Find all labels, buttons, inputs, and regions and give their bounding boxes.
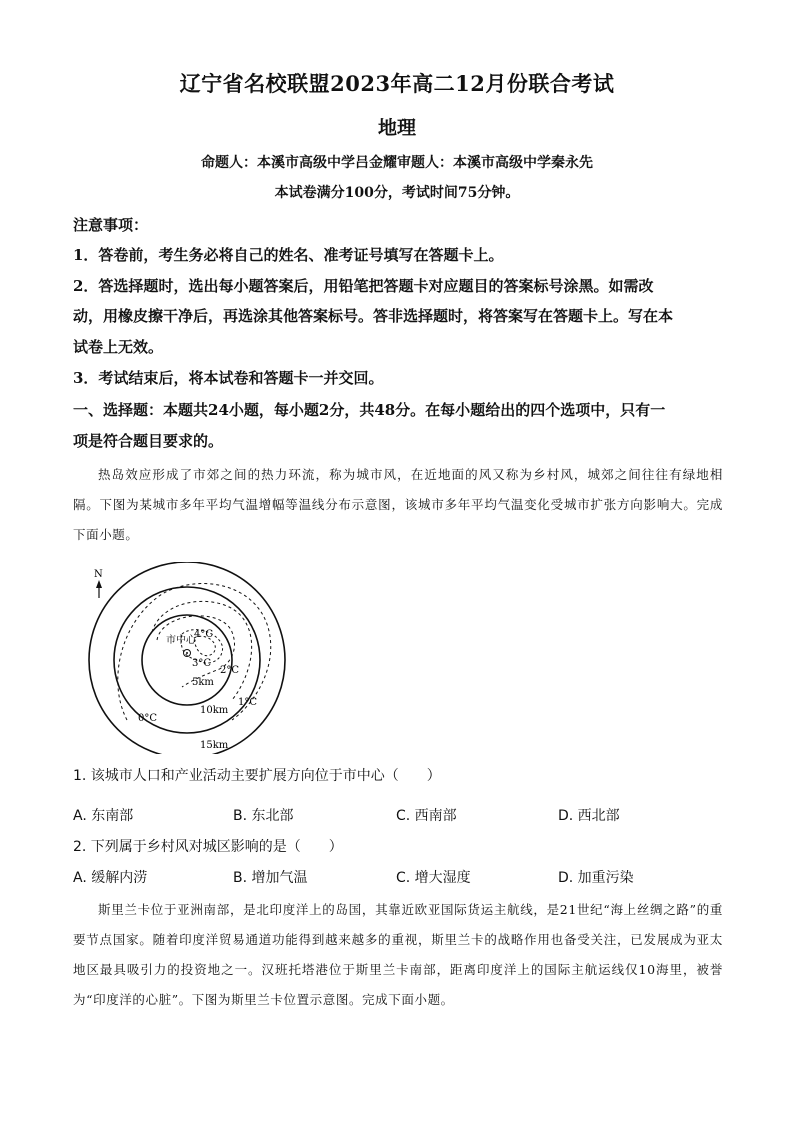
question-1-option-a[interactable]: A. 东南部 (73, 808, 134, 824)
section-heading-line-2: 项是符合题目要求的。 (73, 432, 224, 450)
question-2-option-b[interactable]: B. 增加气温 (233, 870, 308, 886)
question-2-option-a[interactable]: A. 缓解内涝 (73, 870, 148, 886)
isotherm-map (82, 562, 302, 754)
north-label: N (94, 569, 103, 580)
section-heading-line-1: 一、选择题：本题共24小题，每小题2分，共48分。在每小题给出的四个选项中，只有一 (73, 401, 666, 419)
exam-subject: 地理 (377, 117, 416, 139)
ring-10km (114, 587, 260, 733)
question-2-stem: 2. 下列属于乡村风对城区影响的是（ ） (73, 839, 343, 855)
ring-15km (89, 562, 285, 754)
ring-label-5km: 5km (192, 677, 214, 688)
city-center-dot-icon (186, 652, 188, 654)
isotherm-label-2: 2°C (220, 665, 240, 676)
question-1-stem: 1. 该城市人口和产业活动主要扩展方向位于市中心（ ） (73, 768, 441, 784)
exam-title: 辽宁省名校联盟2023年高二12月份联合考试 (179, 71, 615, 96)
north-arrow-head-icon (96, 580, 102, 588)
ring-5km (142, 615, 232, 705)
isotherm-label-3: 3°C (192, 658, 212, 669)
passage-heat-island: 热岛效应形成了市郊之间的热力环流，称为城市风，在近地面的风又称为乡村风，城郊之间往往有绿地相隔。下图为某城市多年平均气温增幅等温线分布示意图，该城市多年平均气温变化受城市扩张方向影响大。完成下面小题。 (73, 467, 723, 542)
question-1-option-b[interactable]: B. 东北部 (233, 808, 294, 824)
isotherm-label-4: 4°C (194, 629, 214, 640)
ring-label-10km: 10km (200, 705, 229, 716)
question-2-option-d[interactable]: D. 加重污染 (558, 870, 634, 886)
notes-item-2-line-2: 动，用橡皮擦干净后，再选涂其他答案标号。答非选择题时，将答案写在答题卡上。写在本 (73, 307, 674, 325)
isotherm-map-figure (82, 562, 302, 754)
notes-item-3: 3．考试结束后，将本试卷和答题卡一并交回。 (73, 369, 384, 387)
exam-duration: 本试卷满分100分，考试时间75分钟。 (274, 185, 520, 201)
question-2-option-c[interactable]: C. 增大湿度 (396, 870, 471, 886)
isotherm-label-1: 1°C (238, 697, 258, 708)
isotherm-label-0: 0°C (138, 713, 158, 724)
notes-item-1: 1．答卷前，考生务必将自己的姓名、准考证号填写在答题卡上。 (73, 246, 504, 264)
city-center-label: 市中心 (166, 635, 196, 646)
exam-authors: 命题人：本溪市高级中学吕金耀审题人：本溪市高级中学秦永先 (201, 155, 593, 171)
passage-sri-lanka: 斯里兰卡位于亚洲南部，是北印度洋上的岛国，其靠近欧亚国际货运主航线，是21世纪“海上丝绸之路”的重要节点国家。随着印度洋贸易通道功能得到越来越多的重视，斯里兰卡的战略作用也备受关注，已发展成为亚太地区最具吸引力的投资地之一。汉班托塔港位于斯里兰卡南部，距离印度洋上的国际主航运线仅10海里，被誉为“印度洋的心脏”。下图为斯里兰卡位置示意图。完成下面小题。 (73, 902, 723, 1007)
notes-item-2-line-3: 试卷上无效。 (73, 338, 164, 356)
notes-heading: 注意事项： (73, 216, 149, 234)
ring-label-15km: 15km (200, 740, 229, 751)
question-1-option-d[interactable]: D. 西北部 (558, 808, 620, 824)
question-1-option-c[interactable]: C. 西南部 (396, 808, 457, 824)
notes-item-2-line-1: 2．答选择题时，选出每小题答案后，用铅笔把答题卡对应题目的答案标号涂黑。如需改 (73, 277, 654, 295)
